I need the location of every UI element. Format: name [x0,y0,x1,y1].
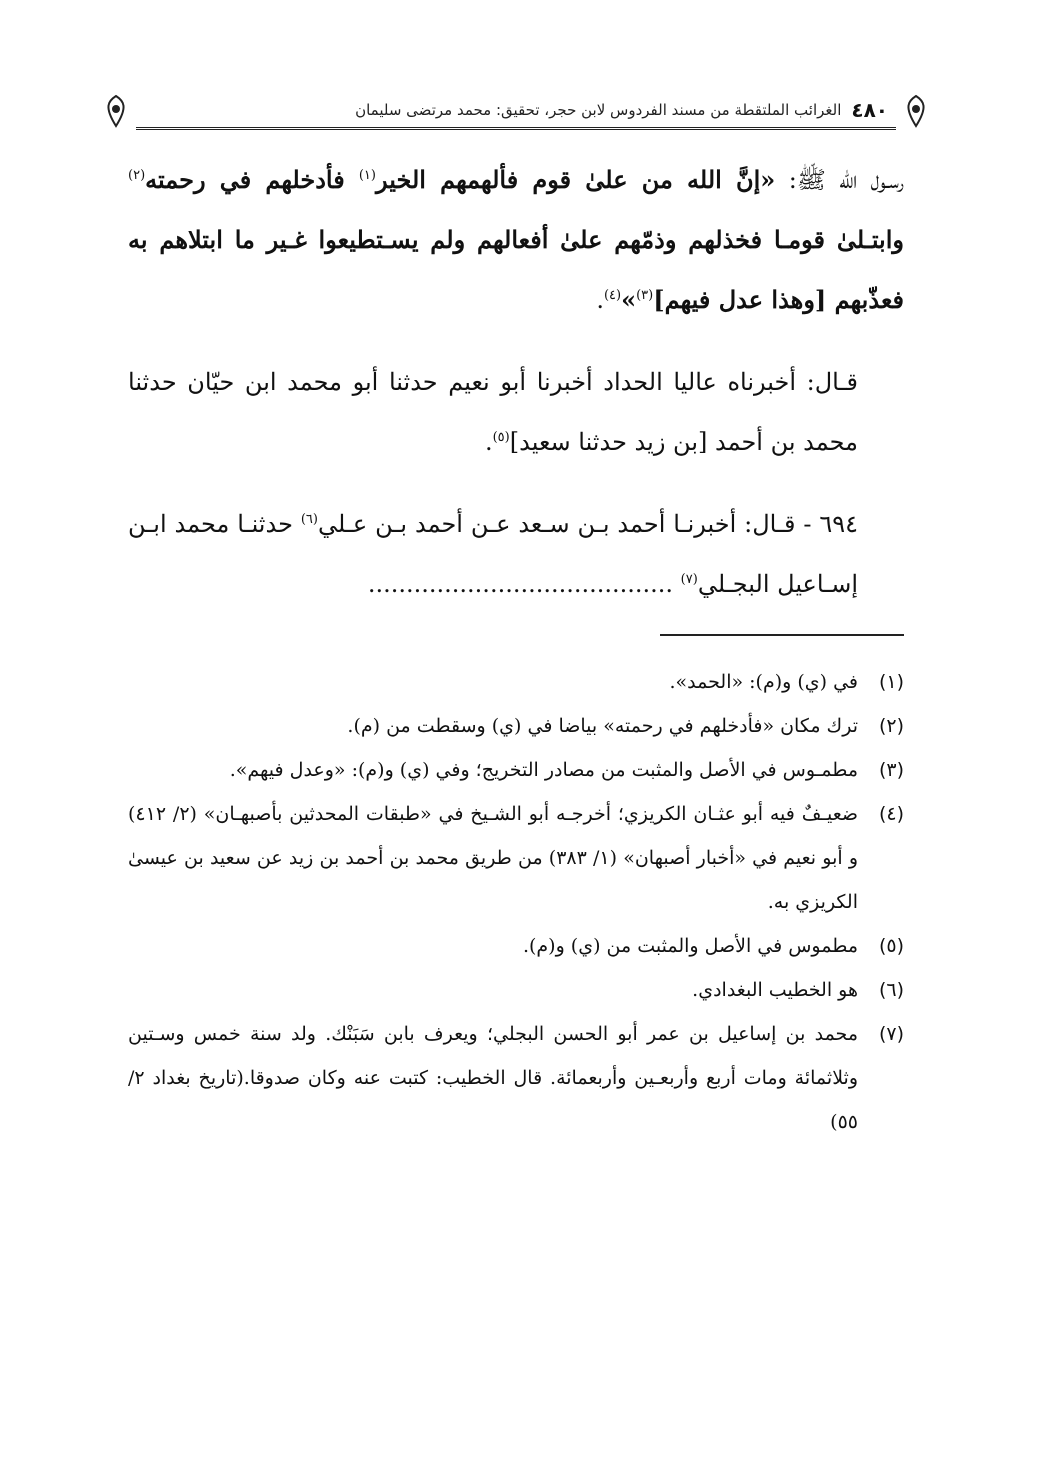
footnote-2 [128,704,904,748]
footnote-4 [128,792,904,924]
footnote-ref-7: (٧) [680,572,698,587]
page-header [96,88,936,134]
hadith-lead: رسـول الله ﷺ: [775,166,904,194]
ornament-right-icon [896,91,936,131]
footnote-text: محمد بن إساعيل بن عمر أبو الحسن البجلي؛ ويعرف بابن سَبَنْك. ولد سنة خمس وسـتين وثلاثمائة ومات أربع وأربعـين وأربعمائة. قال الخطيب: كتبت عنه وكان صدوقا.(تاريخ بغداد ٢/ ٥٥) [128,1023,858,1133]
paragraph-hadith [128,150,904,330]
entry-694-text-2: حدثنـا محمد ابـن إسـاعيل البجـلي [128,510,858,598]
entry-694-text: ٦٩٤ - قـال: أخبرنـا أحمد بـن سـعد عـن أحمد بـن عـلي [317,510,859,538]
isnad-tail: . [484,428,493,456]
footnote-number: (٤) [878,803,904,825]
footnotes [128,660,904,1144]
footnote-1 [128,660,904,704]
footnote-5 [128,924,904,968]
footnote-ref-2: (٢) [128,168,146,183]
hadith-quote-close: » [621,285,637,314]
paragraph-694 [128,494,904,614]
footnote-7 [128,1012,904,1144]
footnote-text: في (ي) و(م): «الحمد». [669,671,858,693]
footnote-text: مطمـوس في الأصل والمثبت من مصادر التخريج؛ وفي (ي) و(م): «وعدل فيهم». [229,759,858,781]
footnote-ref-4: (٤) [603,288,622,303]
footnote-number: (٢) [878,715,904,737]
footnote-number: (٧) [878,1023,904,1045]
footnote-ref-6: (٦) [300,512,318,527]
hadith-quote-3: وابتـلىٰ قومـا فخذلهم وذمّهم علىٰ أفعالهم ولم يسـتطيعوا غـير ما ابتلاهم به فعذّبهم [وهذا عدل فيهم] [128,225,904,314]
footnote-separator [660,634,904,636]
footnote-ref-1: (١) [358,168,376,183]
page-number: ٤٨٠ [851,97,888,122]
footnote-ref-3: (٣) [636,288,654,303]
footnote-text: هو الخطيب البغدادي. [692,979,858,1001]
footnote-number: (٣) [878,759,904,781]
footnote-6 [128,968,904,1012]
paragraph-isnad [128,352,904,472]
hadith-quote-2: فأدخلهم في رحمته [145,165,359,194]
footnote-number: (١) [878,671,904,693]
continuation-dots: ........................................ [367,570,681,598]
footnote-number: (٦) [878,979,904,1001]
footnote-text: مطموس في الأصل والمثبت من (ي) و(م). [522,935,858,957]
footnote-number: (٥) [878,935,904,957]
hadith-quote-1: «إنَّ الله من علىٰ قوم فألهمهم الخير [375,165,776,194]
hadith-tail: . [596,286,604,314]
footnote-text: ضعيـفٌ فيه أبو عثـان الكريزي؛ أخرجـه أبو الشـيخ في «طبقات المحدثين بأصبهـان» (٢/ ٤١٢) و أبو نعيم في «أخبار أصبهان» (١/ ٣٨٣) من طريق محمد بن أحمد بن زيد عن سعيد بن عيسىٰ الكريزي به. [128,803,858,913]
footnote-text: ترك مكان «فأدخلهم في رحمته» بياضا في (ي) وسقطت من (م). [347,715,858,737]
running-title: الغرائب الملتقطة من مسند الفردوس لابن حجر، تحقيق: محمد مرتضى سليمان [355,100,842,119]
ornament-left-icon [96,91,136,131]
isnad-text: قـال: أخبرناه عاليا الحداد أخبرنا أبو نعيم حدثنا أبو محمد ابن حيّان حدثنا محمد بن أحمد [بن زيد حدثنا سعيد] [128,368,858,456]
main-text [128,150,904,614]
header-bar [136,92,896,130]
footnote-3 [128,748,904,792]
footnote-ref-5: (٥) [492,430,510,445]
